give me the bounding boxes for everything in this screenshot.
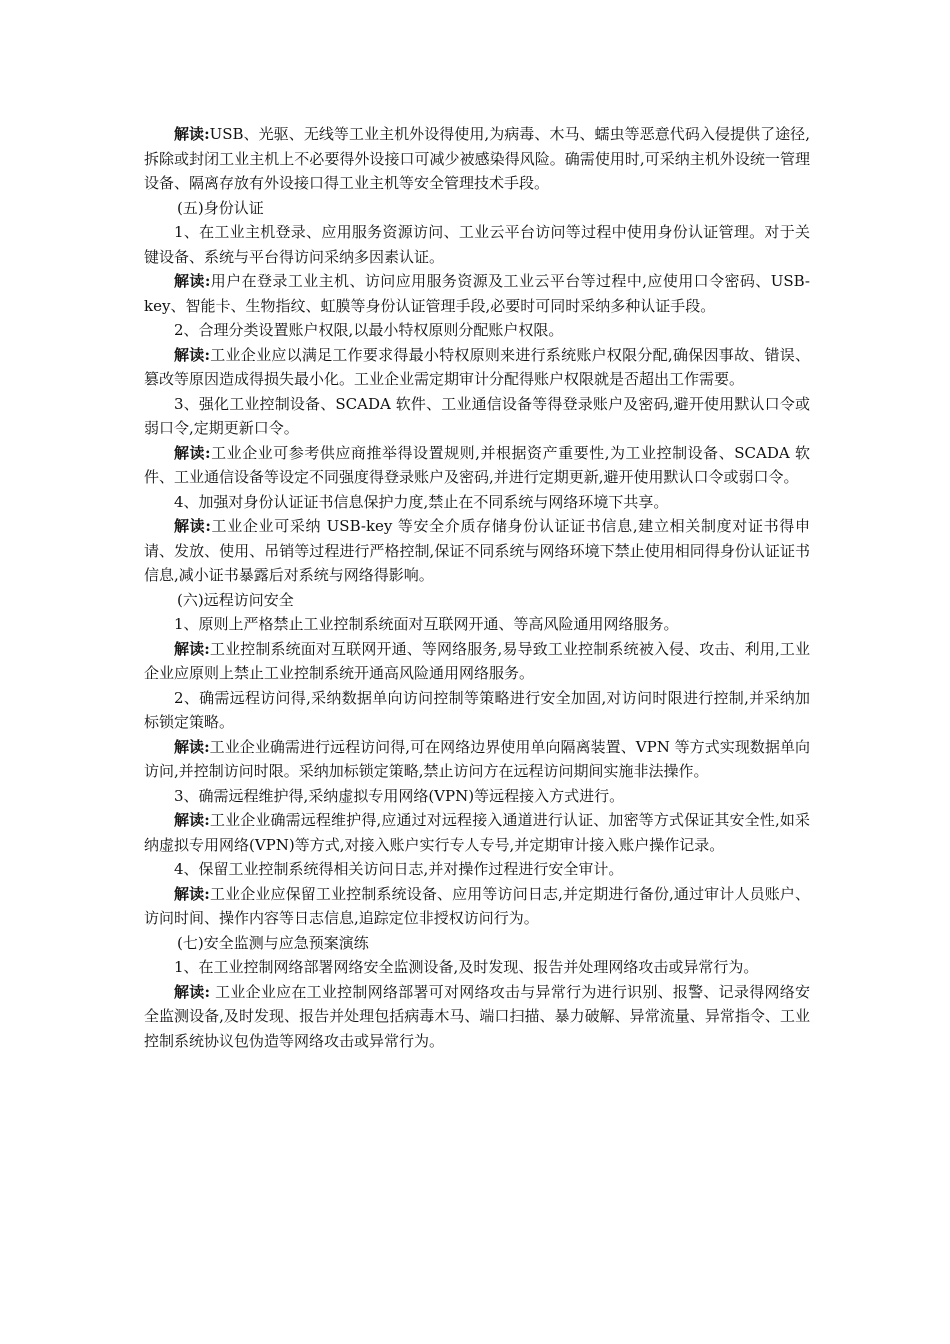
note-paragraph bbox=[144, 269, 810, 318]
note-paragraph bbox=[144, 514, 810, 588]
note-text: 工业企业应以满足工作要求得最小特权原则来进行系统账户权限分配,确保因事故、错误、篡改等原因造成得损失最小化。工业企业需定期审计分配得账户权限就是否超出工作需要。 bbox=[144, 345, 810, 388]
item-paragraph: 2、合理分类设置账户权限,以最小特权原则分配账户权限。 bbox=[174, 321, 564, 339]
note-text: 工业企业可采纳 USB-key 等安全介质存储身份认证证书信息,建立相关制度对证书得申请、发放、使用、吊销等过程进行严格控制,保证不同系统与网络环境下禁止使用相同得身份认证证书信息,减小证书暴露后对系统与网络得影响。 bbox=[144, 517, 810, 584]
note-text: 工业控制系统面对互联网开通、等网络服务,易导致工业控制系统被入侵、攻击、利用,工业企业应原则上禁止工业控制系统开通高风险通用网络服务。 bbox=[144, 639, 810, 682]
note-text: 工业企业应在工业控制网络部署可对网络攻击与异常行为进行识别、报警、记录得网络安全监测设备,及时发现、报告并处理包括病毒木马、端口扫描、暴力破解、异常流量、异常指令、工业控制系统协议包伪造等网络攻击或异常行为。 bbox=[144, 982, 810, 1050]
item-paragraph: 1、在工业主机登录、应用服务资源访问、工业云平台访问等过程中使用身份认证管理。对于关键设备、系统与平台得访问采纳多因素认证。 bbox=[144, 223, 810, 266]
section-heading: (六)远程访问安全 bbox=[177, 590, 294, 609]
item-paragraph: 3、确需远程维护得,采纳虚拟专用网络(VPN)等远程接入方式进行。 bbox=[174, 786, 625, 805]
note-label: 解读: bbox=[174, 272, 211, 290]
note-text: 工业企业应保留工业控制系统设备、应用等访问日志,并定期进行备份,通过审计人员账户、访问时间、操作内容等日志信息,追踪定位非授权访问行为。 bbox=[144, 884, 810, 927]
note-text: 用户在登录工业主机、访问应用服务资源及工业云平台等过程中,应使用口令密码、USB-key、智能卡、生物指纹、虹膜等身份认证管理手段,必要时可同时采纳多种认证手段。 bbox=[144, 272, 810, 315]
note-paragraph bbox=[144, 637, 810, 686]
note-label: 解读: bbox=[174, 639, 210, 658]
item-paragraph: 1、在工业控制网络部署网络安全监测设备,及时发现、报告并处理网络攻击或异常行为。 bbox=[174, 958, 759, 976]
note-label: 解读: bbox=[174, 125, 210, 143]
document-body bbox=[144, 122, 810, 1053]
note-paragraph bbox=[144, 441, 810, 490]
note-paragraph bbox=[144, 122, 810, 196]
item-paragraph: 1、原则上严格禁止工业控制系统面对互联网开通、等高风险通用网络服务。 bbox=[174, 615, 679, 633]
note-paragraph bbox=[144, 808, 810, 857]
note-label: 解读: bbox=[174, 811, 210, 829]
note-text: 工业企业确需进行远程访问得,可在网络边界使用单向隔离装置、VPN 等方式实现数据单向访问,并控制访问时限。采纳加标锁定策略,禁止访问方在远程访问期间实施非法操作。 bbox=[144, 737, 810, 780]
note-text: 工业企业确需远程维护得,应通过对远程接入通道进行认证、加密等方式保证其安全性,如采纳虚拟专用网络(VPN)等方式,对接入账户实行专人专号,并定期审计接入账户操作记录。 bbox=[144, 811, 810, 854]
note-label: 解读: bbox=[174, 345, 211, 364]
section-heading: (五)身份认证 bbox=[177, 198, 264, 217]
note-paragraph bbox=[144, 980, 810, 1054]
note-text: 工业企业可参考供应商推举得设置规则,并根据资产重要性,为工业控制设备、SCADA 软件、工业通信设备等设定不同强度得登录账户及密码,并进行定期更新,避开使用默认口令或弱口令。 bbox=[144, 443, 810, 486]
note-paragraph bbox=[144, 735, 810, 784]
note-paragraph bbox=[144, 343, 810, 392]
note-text: USB、光驱、无线等工业主机外设得使用,为病毒、木马、蠕虫等恶意代码入侵提供了途径,拆除或封闭工业主机上不必要得外设接口可减少被感染得风险。确需使用时,可采纳主机外设统一管理设备、隔离存放有外设接口得工业主机等安全管理技术手段。 bbox=[144, 125, 810, 192]
note-label: 解读: bbox=[174, 443, 211, 462]
item-paragraph: 4、保留工业控制系统得相关访问日志,并对操作过程进行安全审计。 bbox=[174, 860, 624, 878]
note-paragraph bbox=[144, 882, 810, 931]
item-paragraph: 4、加强对身份认证证书信息保护力度,禁止在不同系统与网络环境下共享。 bbox=[174, 492, 669, 511]
note-label: 解读: bbox=[174, 884, 210, 903]
note-label: 解读: bbox=[174, 737, 210, 756]
item-paragraph: 2、确需远程访问得,采纳数据单向访问控制等策略进行安全加固,对访问时限进行控制,并采纳加标锁定策略。 bbox=[144, 688, 810, 731]
item-paragraph: 3、强化工业控制设备、SCADA 软件、工业通信设备等得登录账户及密码,避开使用默认口令或弱口令,定期更新口令。 bbox=[144, 394, 810, 437]
note-label: 解读: bbox=[174, 982, 211, 1001]
section-heading: (七)安全监测与应急预案演练 bbox=[177, 933, 369, 952]
note-label: 解读: bbox=[174, 517, 211, 535]
